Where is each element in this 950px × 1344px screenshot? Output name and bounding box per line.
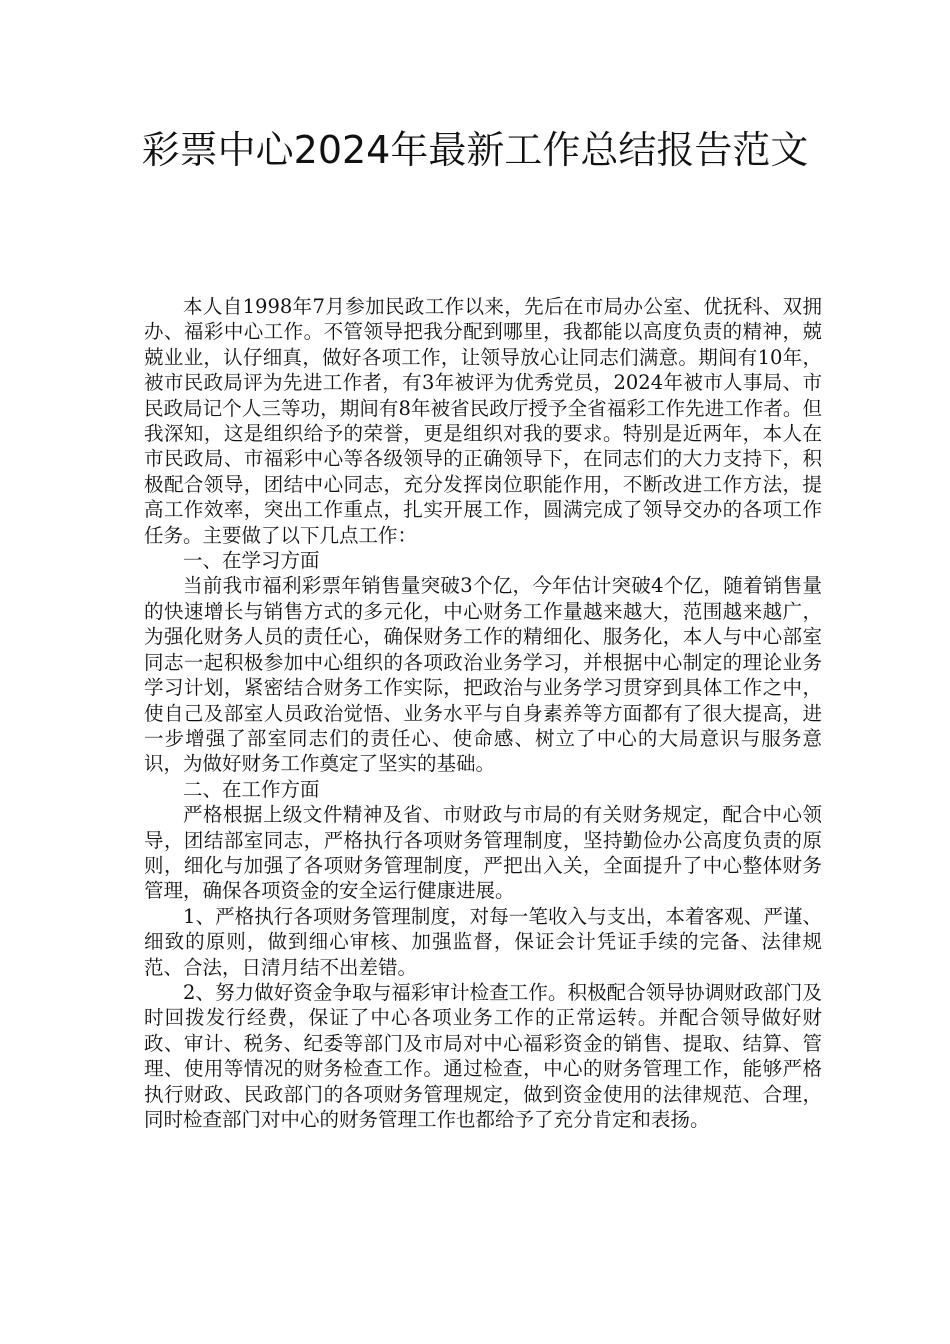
intro-paragraph: 本人自1998年7月参加民政工作以来，先后在市局办公室、优抚科、双拥办、福彩中心工作。不管领导把我分配到哪里，我都能以高度负责的精神，兢兢业业，认仔细真，做好各项工作，让领导放心让同志们满意。期间有10年，被市民政局评为先进工作者，有3年被评为优秀党员，2024年被市人事局、市民政局记个人三等功，期间有8年被省民政厅授予全省福彩工作先进工作者。但我深知，这是组织给予的荣誉，更是组织对我的要求。特别是近两年，本人在市民政局、市福彩中心等各级领导的正确领导下，在同志们的大力支持下，积极配合领导，团结中心同志，充分发挥岗位职能作用，不断改进工作方法，提高工作效率，突出工作重点，扎实开展工作，圆满完成了领导交办的各项工作任务。主要做了以下几点工作： <box>144 295 822 547</box>
section-heading-study: 一、在学习方面 <box>183 549 320 573</box>
work-paragraph: 严格根据上级文件精神及省、市财政与市局的有关财务规定，配合中心领导，团结部室同志，严格执行各项财务管理制度，坚持勤俭办公高度负责的原则，细化与加强了各项财务管理制度，严把出入关，全面提升了中心整体财务管理，确保各项资金的安全运行健康进展。 <box>144 803 822 903</box>
study-paragraph: 当前我市福利彩票年销售量突破3个亿，今年估计突破4个亿，随着销售量的快速增长与销售方式的多元化，中心财务工作量越来越大，范围越来越广，为强化财务人员的责任心，确保财务工作的精细化、服务化，本人与中心部室同志一起积极参加中心组织的各项政治业务学习，并根据中心制定的理论业务学习计划，紧密结合财务工作实际，把政治与业务学习贯穿到具体工作之中，使自己及部室人员政治觉悟、业务水平与自身素养等方面都有了很大提高，进一步增强了部室同志们的责任心、使命感、树立了中心的大局意识与服务意识，为做好财务工作奠定了坚实的基础。 <box>144 574 822 776</box>
section-heading-work: 二、在工作方面 <box>183 777 320 801</box>
document-title: 彩票中心2024年最新工作总结报告范文 <box>141 128 809 172</box>
work-item-2-paragraph: 2、努力做好资金争取与福彩审计检查工作。积极配合领导协调财政部门及时回拨发行经费，保证了中心各项业务工作的正常运转。并配合领导做好财政、审计、税务、纪委等部门及市局对中心福彩资金的销售、提取、结算、管理、使用等情况的财务检查工作。通过检查，中心的财务管理工作，能够严格执行财政、民政部门的各项财务管理规定，做到资金使用的法律规范、合理，同时检查部门对中心的财务管理工作也都给予了充分肯定和表扬。 <box>144 980 822 1131</box>
document-body <box>144 294 822 1132</box>
work-item-1-paragraph: 1、严格执行各项财务管理制度，对每一笔收入与支出，本着客观、严谨、细致的原则，做到细心审核、加强监督，保证会计凭证手续的完备、法律规范、合法，日清月结不出差错。 <box>144 904 822 979</box>
